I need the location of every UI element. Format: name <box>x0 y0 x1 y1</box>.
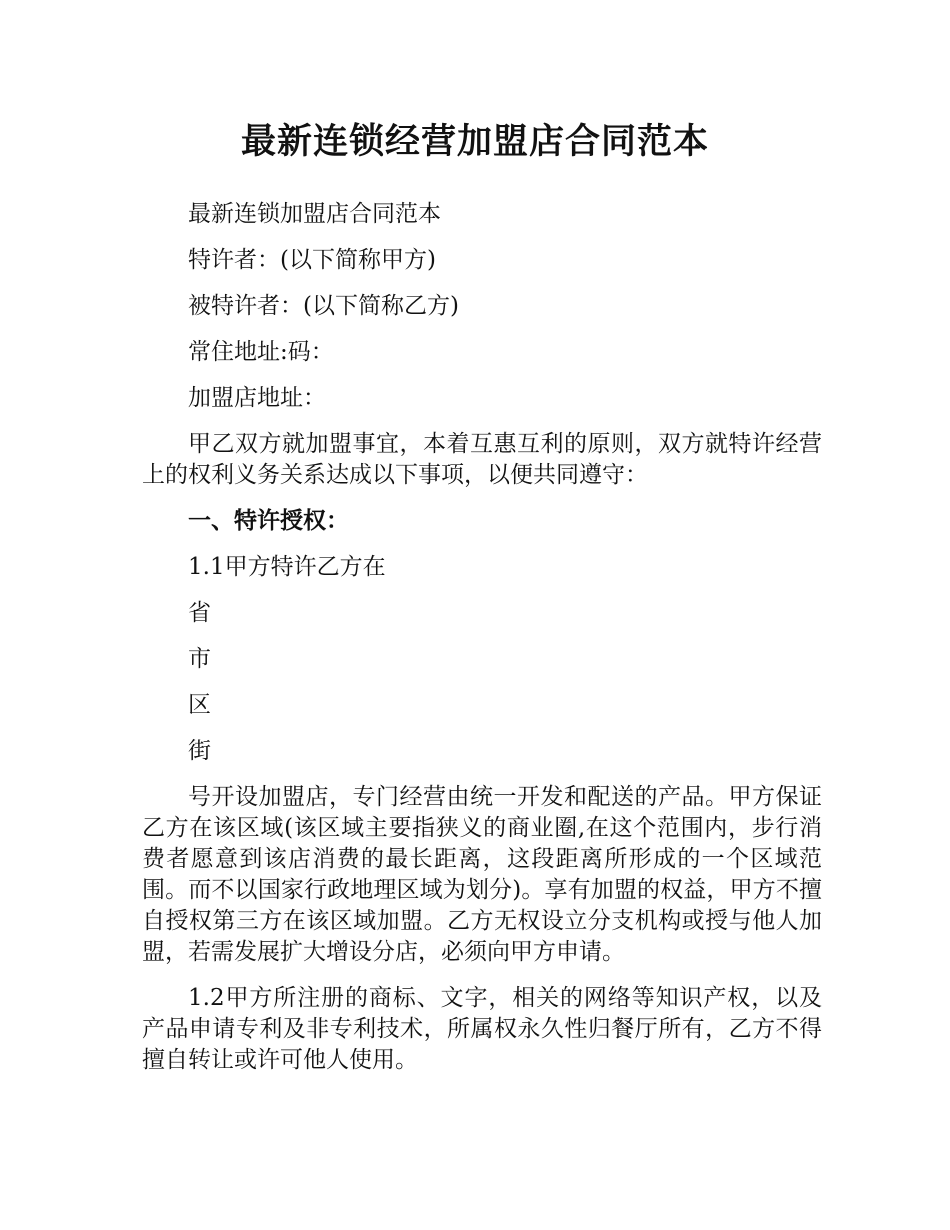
paragraph-preamble: 甲乙双方就加盟事宜，本着互惠互利的原则，双方就特许经营上的权利义务关系达成以下事项，以便共同遵守： <box>142 431 822 488</box>
paragraph-store-address: 加盟店地址： <box>188 385 326 411</box>
paragraph-province: 省 <box>188 600 211 626</box>
document-body <box>142 199 822 1091</box>
paragraph-clause-1-1-continued: 号开设加盟店，专门经营由统一开发和配送的产品。甲方保证乙方在该区域(该区域主要指狭义的商业圈,在这个范围内，步行消费者愿意到该店消费的最长距离，这段距离所形成的一个区域范围。而不以国家行政地理区域为划分)。享有加盟的权益，甲方不擅自授权第三方在该区域加盟。乙方无权设立分支机构或授与他人加盟，若需发展扩大增设分店，必须向甲方申请。 <box>142 784 822 965</box>
paragraph-street: 街 <box>188 738 211 764</box>
paragraph-clause-1-1: 1.1甲方特许乙方在 <box>188 554 386 580</box>
paragraph-franchisee: 被特许者：(以下简称乙方) <box>188 293 459 319</box>
paragraph-clause-1-2: 1.2甲方所注册的商标、文字，相关的网络等知识产权，以及产品申请专利及非专利技术，所属权永久性归餐厅所有，乙方不得擅自转让或许可他人使用。 <box>142 985 822 1073</box>
paragraph-city: 市 <box>188 646 211 672</box>
paragraph-district: 区 <box>188 692 211 718</box>
paragraph-residence-address: 常住地址:码： <box>188 339 334 365</box>
document-title: 最新连锁经营加盟店合同范本 <box>240 122 709 162</box>
paragraph-franchisor: 特许者：(以下简称甲方) <box>188 247 436 273</box>
section-heading-franchise-grant: 一、特许授权： <box>188 508 349 534</box>
paragraph-contract-name: 最新连锁加盟店合同范本 <box>188 201 441 227</box>
